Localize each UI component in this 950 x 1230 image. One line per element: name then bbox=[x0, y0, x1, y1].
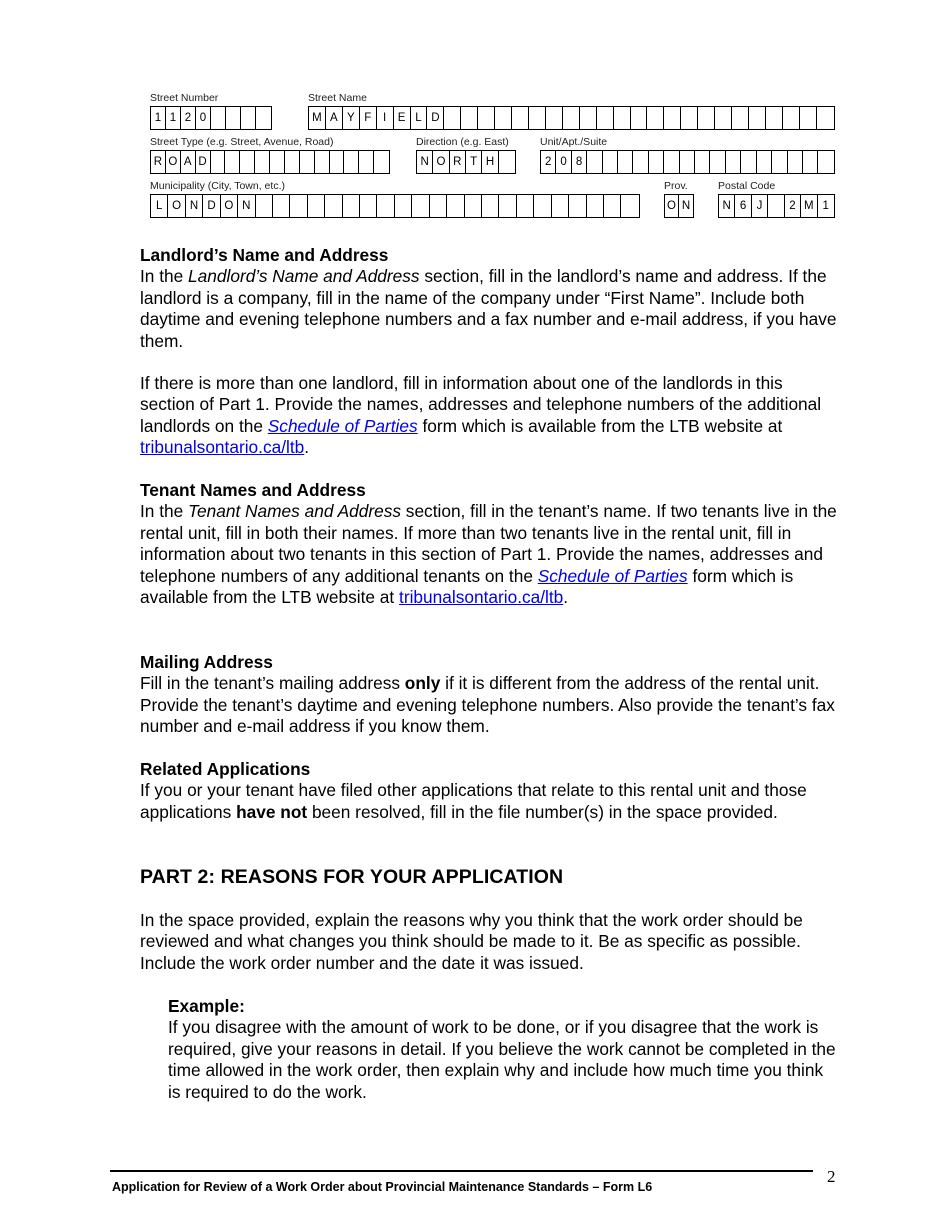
char-box[interactable]: R bbox=[151, 151, 166, 173]
char-box[interactable]: N bbox=[681, 200, 691, 212]
char-box[interactable] bbox=[818, 151, 833, 173]
char-box[interactable]: N bbox=[719, 195, 735, 217]
char-box[interactable] bbox=[359, 151, 374, 173]
char-box[interactable] bbox=[300, 151, 315, 173]
street-name-label: Street Name bbox=[308, 92, 367, 104]
char-box[interactable] bbox=[241, 107, 256, 129]
char-box[interactable] bbox=[517, 195, 534, 217]
char-box[interactable] bbox=[240, 151, 255, 173]
char-box[interactable]: O bbox=[433, 151, 449, 173]
char-box[interactable] bbox=[563, 107, 580, 129]
schedule-of-parties-link[interactable]: Schedule of Parties bbox=[267, 415, 418, 436]
char-box[interactable] bbox=[614, 107, 631, 129]
schedule-of-parties-link[interactable]: Schedule of Parties bbox=[537, 565, 688, 586]
char-box[interactable] bbox=[447, 195, 464, 217]
char-box[interactable] bbox=[649, 151, 664, 173]
char-box[interactable] bbox=[618, 151, 633, 173]
char-box[interactable] bbox=[603, 151, 618, 173]
char-box[interactable] bbox=[803, 151, 818, 173]
related-paragraph: If you or your tenant have filed other applications that relate to this rental unit and those applications have not been resolved, fill in the file number(s) in the space provided. bbox=[140, 780, 807, 822]
char-box[interactable] bbox=[772, 151, 787, 173]
char-box[interactable]: Y bbox=[343, 107, 360, 129]
street-name-field[interactable] bbox=[308, 106, 835, 130]
char-box[interactable]: E bbox=[394, 107, 411, 129]
char-box[interactable] bbox=[695, 151, 710, 173]
char-box[interactable] bbox=[330, 151, 345, 173]
char-box[interactable] bbox=[587, 151, 602, 173]
char-box[interactable]: A bbox=[181, 151, 196, 173]
char-box[interactable]: D bbox=[427, 107, 444, 129]
char-box[interactable] bbox=[681, 107, 698, 129]
char-box[interactable]: 2 bbox=[785, 195, 801, 217]
char-box[interactable] bbox=[698, 107, 715, 129]
page-number: 2 bbox=[827, 1167, 836, 1186]
street-type-label: Street Type (e.g. Street, Avenue, Road) bbox=[150, 136, 334, 148]
char-box[interactable] bbox=[715, 107, 732, 129]
char-box[interactable] bbox=[255, 151, 270, 173]
char-box[interactable]: 8 bbox=[572, 151, 587, 173]
char-box[interactable] bbox=[325, 195, 342, 217]
char-box[interactable] bbox=[633, 151, 648, 173]
char-box[interactable]: N bbox=[417, 151, 433, 173]
char-box[interactable] bbox=[597, 107, 614, 129]
char-box[interactable] bbox=[211, 107, 226, 129]
char-box[interactable] bbox=[499, 151, 515, 173]
char-box[interactable] bbox=[270, 151, 285, 173]
char-box[interactable]: L bbox=[411, 107, 428, 129]
char-box[interactable]: 6 bbox=[735, 195, 751, 217]
char-box[interactable] bbox=[534, 195, 551, 217]
char-box[interactable] bbox=[478, 107, 495, 129]
char-box[interactable] bbox=[757, 151, 772, 173]
char-box[interactable] bbox=[647, 107, 664, 129]
direction-field[interactable] bbox=[416, 150, 516, 174]
char-box[interactable] bbox=[482, 195, 499, 217]
char-box[interactable] bbox=[766, 107, 783, 129]
char-box[interactable]: J bbox=[752, 195, 768, 217]
char-box[interactable] bbox=[604, 195, 621, 217]
char-box[interactable] bbox=[664, 107, 681, 129]
char-box[interactable] bbox=[495, 107, 512, 129]
char-box[interactable] bbox=[664, 151, 679, 173]
province-field[interactable] bbox=[664, 194, 694, 218]
related-section bbox=[140, 759, 840, 823]
char-box[interactable]: 0 bbox=[196, 107, 211, 129]
char-box[interactable]: A bbox=[326, 107, 343, 129]
tenant-paragraph: In the Tenant Names and Address section, fill in the tenant’s name. If two tenants live in the rental unit, fill in both their names. If more than two tenants live in the rental unit, fill in information about two tenants in this section of Part 1. Provide the names, addresses and telephone numbers of any additional tenants on the Schedule of Parties form which is available from the LTB website at tribunalsontario.ca/ltb. bbox=[140, 501, 837, 608]
char-box[interactable] bbox=[680, 151, 695, 173]
tenant-section bbox=[140, 480, 840, 608]
char-box[interactable] bbox=[273, 195, 290, 217]
tenant-heading: Tenant Names and Address bbox=[140, 480, 366, 500]
char-box[interactable]: D bbox=[196, 151, 211, 173]
char-box[interactable] bbox=[710, 151, 725, 173]
char-box[interactable]: 2 bbox=[541, 151, 556, 173]
char-box[interactable] bbox=[783, 107, 800, 129]
char-box[interactable] bbox=[315, 151, 330, 173]
char-box[interactable] bbox=[290, 195, 307, 217]
example-heading: Example: bbox=[168, 996, 245, 1016]
char-box[interactable] bbox=[621, 195, 638, 217]
char-box[interactable] bbox=[461, 107, 478, 129]
landlord-section bbox=[140, 245, 840, 459]
char-box[interactable]: 1 bbox=[822, 200, 829, 212]
char-box[interactable]: L bbox=[151, 195, 168, 217]
char-box[interactable] bbox=[512, 107, 529, 129]
char-box[interactable]: T bbox=[466, 151, 482, 173]
char-box[interactable]: N bbox=[238, 195, 255, 217]
footer-form-title: Application for Review of a Work Order about Provincial Maintenance Standards – Form L6 bbox=[112, 1180, 653, 1194]
char-box[interactable] bbox=[225, 151, 240, 173]
footer-divider bbox=[110, 1170, 813, 1172]
char-box[interactable] bbox=[377, 195, 394, 217]
province-label: Prov. bbox=[664, 180, 688, 192]
char-box[interactable] bbox=[800, 107, 817, 129]
landlord-heading: Landlord’s Name and Address bbox=[140, 245, 389, 265]
char-box[interactable] bbox=[374, 151, 389, 173]
street-number-field[interactable] bbox=[150, 106, 272, 130]
direction-label: Direction (e.g. East) bbox=[416, 136, 509, 148]
char-box[interactable]: O bbox=[665, 195, 679, 217]
char-box[interactable] bbox=[360, 195, 377, 217]
char-box[interactable] bbox=[343, 195, 360, 217]
example-paragraph: If you disagree with the amount of work to be done, or if you disagree that the work is required, give your reasons in detail. If you believe the work cannot be completed in the time allowed in the work order, then explain why and include how much time you think is required to do the work. bbox=[168, 1017, 836, 1102]
char-box[interactable]: 2 bbox=[181, 107, 196, 129]
char-box[interactable] bbox=[308, 195, 325, 217]
municipality-field[interactable] bbox=[150, 194, 640, 218]
postal-code-label: Postal Code bbox=[718, 180, 776, 192]
char-box[interactable]: O bbox=[168, 195, 185, 217]
char-box[interactable]: D bbox=[203, 195, 220, 217]
char-box[interactable] bbox=[587, 195, 604, 217]
char-box[interactable] bbox=[726, 151, 741, 173]
char-box[interactable] bbox=[546, 107, 563, 129]
char-box[interactable] bbox=[430, 195, 447, 217]
char-box[interactable] bbox=[465, 195, 482, 217]
unit-label: Unit/Apt./Suite bbox=[540, 136, 608, 148]
unit-field[interactable] bbox=[540, 150, 835, 174]
char-box[interactable] bbox=[768, 195, 784, 217]
example-section bbox=[168, 996, 840, 1103]
char-box[interactable] bbox=[741, 151, 756, 173]
ltb-website-link[interactable]: tribunalsontario.ca/ltb bbox=[140, 437, 305, 458]
char-box[interactable] bbox=[395, 195, 412, 217]
landlord-paragraph-2: If there is more than one landlord, fill in information about one of the landlords in this section of Part 1. Provide the names, addresses and telephone numbers of the additional landlords on the Schedule of Parties form which is available from the LTB website at tribunalsontario.ca/ltb. bbox=[140, 373, 822, 458]
char-box[interactable] bbox=[817, 107, 834, 129]
postal-code-field[interactable] bbox=[718, 194, 835, 218]
char-box[interactable] bbox=[788, 151, 803, 173]
char-box[interactable]: M bbox=[801, 195, 817, 217]
char-box[interactable] bbox=[499, 195, 516, 217]
char-box[interactable] bbox=[749, 107, 766, 129]
char-box[interactable] bbox=[552, 195, 569, 217]
char-box[interactable] bbox=[226, 107, 241, 129]
char-box[interactable]: R bbox=[450, 151, 466, 173]
char-box[interactable] bbox=[256, 195, 273, 217]
char-box[interactable]: M bbox=[309, 107, 326, 129]
char-box[interactable]: N bbox=[186, 195, 203, 217]
char-box[interactable] bbox=[211, 151, 226, 173]
char-box[interactable]: I bbox=[377, 107, 394, 129]
char-box[interactable]: F bbox=[360, 107, 377, 129]
char-box[interactable]: 1 bbox=[166, 107, 181, 129]
street-number-label: Street Number bbox=[150, 92, 219, 104]
ltb-website-link[interactable]: tribunalsontario.ca/ltb bbox=[399, 587, 564, 608]
mailing-paragraph: Fill in the tenant’s mailing address only if it is different from the address of the rental unit. Provide the tenant’s daytime and evening telephone numbers. Also provide the tenant’s fax number and e-mail address if you know them. bbox=[140, 673, 835, 737]
char-box[interactable]: 0 bbox=[556, 151, 571, 173]
char-box[interactable] bbox=[529, 107, 546, 129]
char-box[interactable]: 1 bbox=[151, 107, 166, 129]
part2-title: PART 2: REASONS FOR YOUR APPLICATION bbox=[140, 866, 564, 888]
char-box[interactable] bbox=[732, 107, 749, 129]
part2-intro-paragraph: In the space provided, explain the reasons why you think that the work order should be reviewed and what changes you think should be made to it. Be as specific as possible. Include the work order number and the date it was issued. bbox=[140, 910, 803, 973]
char-box[interactable]: O bbox=[166, 151, 181, 173]
char-box[interactable] bbox=[569, 195, 586, 217]
mailing-section bbox=[140, 652, 840, 738]
char-box[interactable]: O bbox=[221, 195, 238, 217]
part2-intro bbox=[140, 910, 840, 974]
street-type-field[interactable] bbox=[150, 150, 390, 174]
landlord-paragraph-1: In the Landlord’s Name and Address section, fill in the landlord’s name and address. If the landlord is a company, fill in the name of the company under “First Name”. Include both daytime and evening telephone numbers and a fax number and e-mail address, if you have them. bbox=[140, 266, 837, 351]
char-box[interactable] bbox=[631, 107, 648, 129]
char-box[interactable] bbox=[580, 107, 597, 129]
char-box[interactable] bbox=[285, 151, 300, 173]
char-box[interactable] bbox=[412, 195, 429, 217]
char-box[interactable] bbox=[344, 151, 359, 173]
mailing-heading: Mailing Address bbox=[140, 652, 273, 672]
related-heading: Related Applications bbox=[140, 759, 311, 779]
char-box[interactable] bbox=[444, 107, 461, 129]
char-box[interactable] bbox=[256, 107, 271, 129]
municipality-label: Municipality (City, Town, etc.) bbox=[150, 180, 285, 192]
char-box[interactable]: H bbox=[482, 151, 498, 173]
